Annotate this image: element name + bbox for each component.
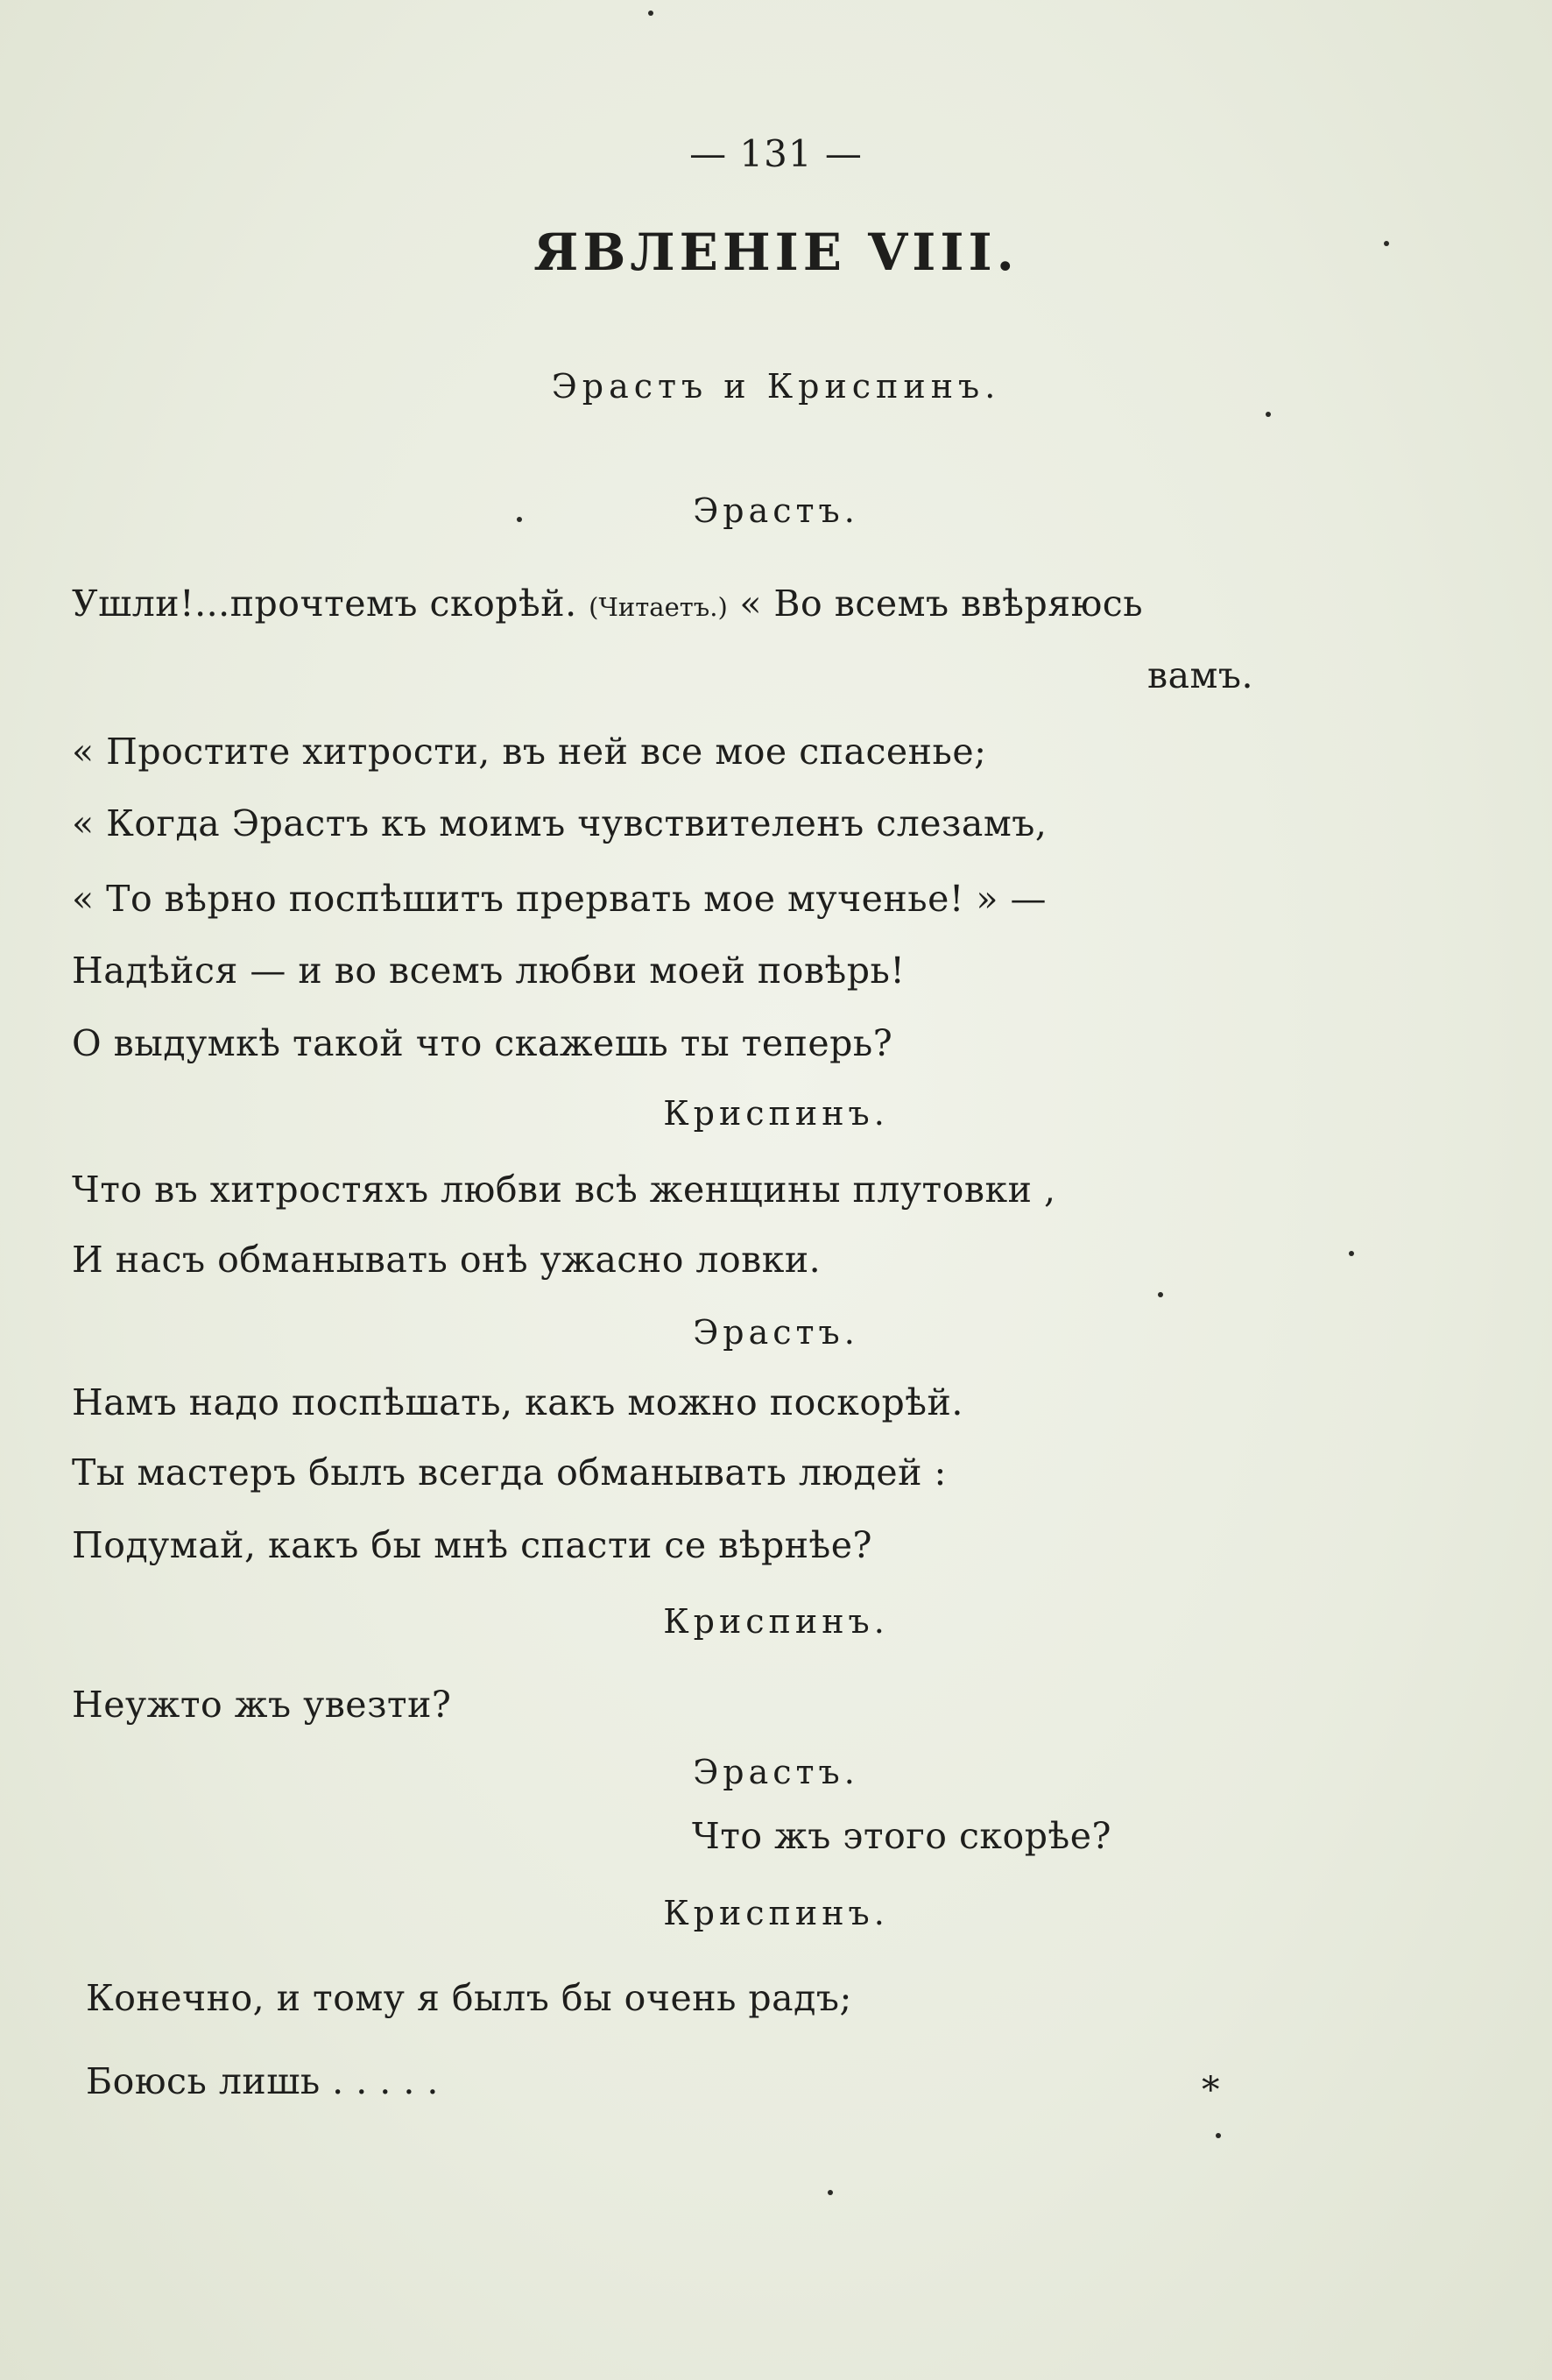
paper-speck (648, 11, 653, 16)
verse-line: Неужто жъ увезти? (72, 1684, 452, 1726)
page-number: — 131 — (689, 132, 863, 175)
speaker-crispin-1: Криспинъ. (663, 1094, 889, 1133)
verse-line: Подумай, какъ бы мнѣ спасти се вѣрнѣе? (72, 1524, 873, 1566)
stage-direction: (Читаетъ.) (589, 592, 728, 622)
paper-speck (1158, 1292, 1163, 1297)
verse-line: И насъ обманывать онѣ ужасно ловки. (72, 1239, 822, 1281)
verse-line: Что въ хитростяхъ любви всѣ женщины плутовки , (72, 1169, 1056, 1211)
speaker-erast-2: Эрастъ. (693, 1313, 859, 1352)
speaker-erast-1: Эрастъ. (693, 491, 859, 530)
verse-line-1-end: « Во всемъ ввѣряюсь (739, 583, 1144, 625)
verse-line: Ты мастеръ былъ всегда обманывать людей : (72, 1451, 947, 1494)
paper-speck (1349, 1251, 1354, 1256)
verse-line: Конечно, и тому я былъ бы очень радъ; (86, 1977, 852, 2019)
verse-line-1-start: Ушли!...прочтемъ скорѣй. (72, 583, 577, 625)
cast-list: Эрастъ и Криспинъ. (551, 367, 1001, 406)
verse-line: О выдумкѣ такой что скажешь ты теперь? (72, 1022, 893, 1064)
scene-title: ЯВЛЕНІЕ VIII. (533, 222, 1019, 282)
speaker-crispin-3: Криспинъ. (663, 1894, 889, 1932)
verse-line-1-tail: вамъ. (1147, 654, 1254, 696)
verse-line: « Когда Эрастъ къ моимъ чувствителенъ слезамъ, (72, 802, 1048, 844)
speaker-erast-3: Эрастъ. (693, 1753, 859, 1791)
verse-line: Что жъ этого скорѣе? (692, 1815, 1111, 1857)
footnote-mark: * (1202, 2069, 1220, 2111)
verse-line: Надѣйся — и во всемъ любви моей повѣрь! (72, 950, 906, 992)
verse-line: Намъ надо поспѣшать, какъ можно поскорѣй. (72, 1381, 963, 1423)
paper-speck (517, 517, 522, 522)
paper-speck (1384, 241, 1389, 246)
verse-line: Боюсь лишь . . . . . (86, 2060, 439, 2102)
paper-speck (1216, 2133, 1221, 2138)
verse-line: « Простите хитрости, въ ней все мое спасенье; (72, 731, 987, 773)
speaker-crispin-2: Криспинъ. (663, 1602, 889, 1641)
paper-speck (1266, 412, 1271, 417)
paper-speck (828, 2190, 833, 2195)
verse-line-1 (72, 581, 1368, 630)
verse-line: « То вѣрно поспѣшитъ прервать мое мученье! » — (72, 878, 1047, 920)
